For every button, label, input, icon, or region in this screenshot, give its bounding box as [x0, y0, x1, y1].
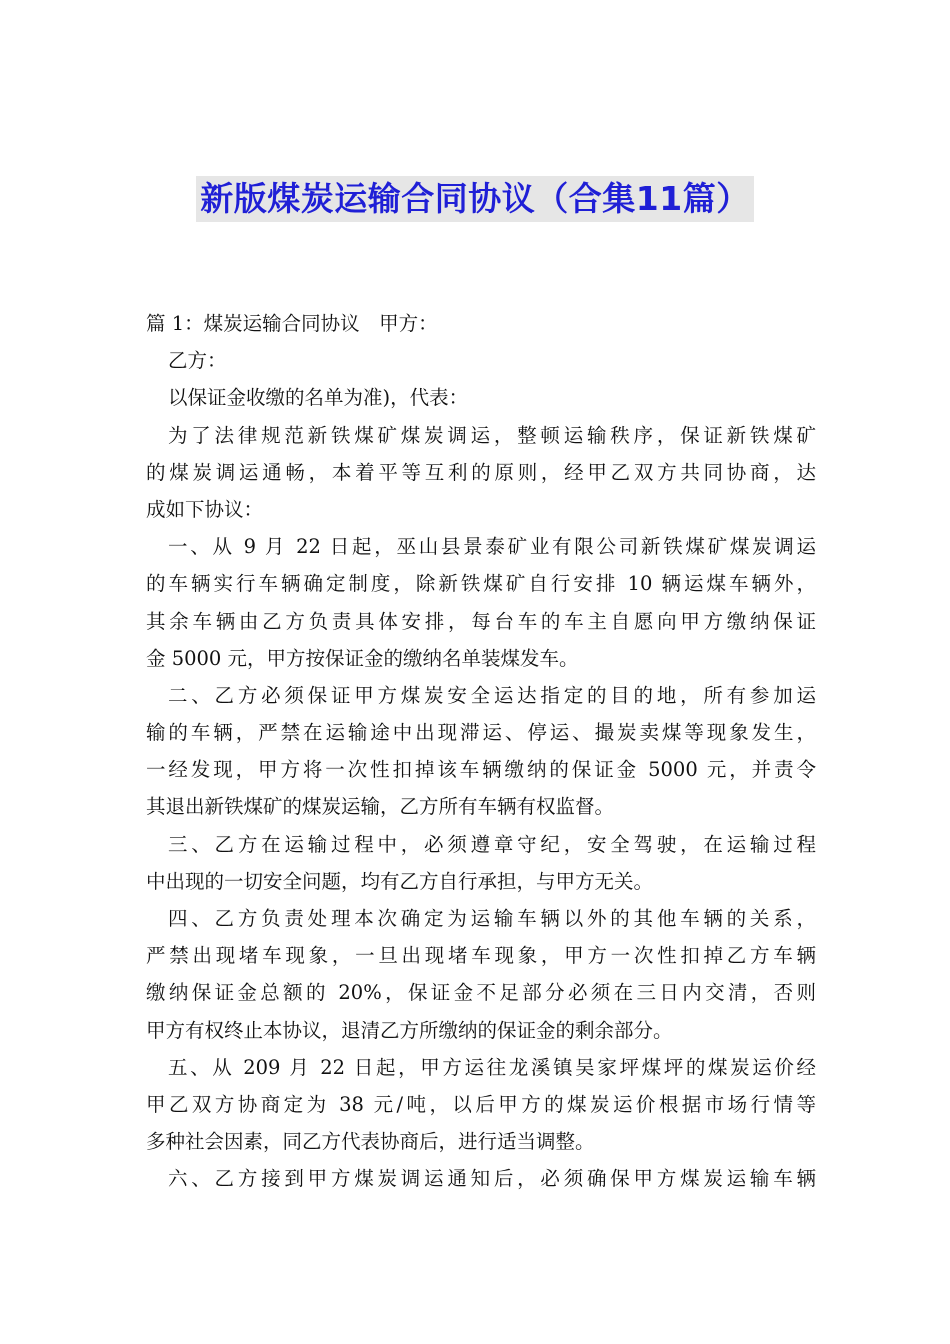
paragraph-line: 六、乙方接到甲方煤炭调运通知后，必须确保甲方煤炭运输车辆 [168, 1167, 816, 1191]
document-title: 新版煤炭运输合同协议（合集11篇） [196, 176, 753, 222]
paragraph-line: 甲乙双方协商定为 38 元/吨，以后甲方的煤炭运价根据市场行情等 [146, 1092, 816, 1116]
paragraph-line: 的车辆实行车辆确定制度，除新铁煤矿自行安排 10 辆运煤车辆外， [146, 572, 816, 596]
paragraph-line: 其退出新铁煤矿的煤炭运输，乙方所有车辆有权监督。 [146, 795, 615, 819]
title-container [0, 176, 950, 222]
paragraph-line: 一经发现，甲方将一次性扣掉该车辆缴纳的保证金 5000 元，并责令 [146, 758, 816, 782]
paragraph-line: 的煤炭调运通畅，本着平等互利的原则，经甲乙双方共同协商，达 [146, 460, 816, 484]
paragraph-line: 五、从 209 月 22 日起，甲方运往龙溪镇吴家坪煤坪的煤炭运价经 [168, 1055, 816, 1079]
paragraph-line: 成如下协议： [146, 497, 264, 521]
paragraph-line: 乙方： [168, 349, 227, 373]
paragraph-line: 三、乙方在运输过程中，必须遵章守纪，安全驾驶，在运输过程 [168, 832, 816, 856]
paragraph-line: 为了法律规范新铁煤矿煤炭调运，整顿运输秩序，保证新铁煤矿 [168, 423, 816, 447]
paragraph-line: 二、乙方必须保证甲方煤炭安全运达指定的目的地，所有参加运 [168, 683, 816, 707]
paragraph-line: 一、从 9 月 22 日起，巫山县景泰矿业有限公司新铁煤矿煤炭调运 [168, 535, 816, 559]
paragraph-line: 金 5000 元，甲方按保证金的缴纳名单装煤发车。 [146, 646, 579, 670]
paragraph-line: 缴纳保证金总额的 20%，保证金不足部分必须在三日内交清，否则 [146, 981, 816, 1005]
paragraph-line: 四、乙方负责处理本次确定为运输车辆以外的其他车辆的关系， [168, 907, 816, 930]
paragraph-line: 其余车辆由乙方负责具体安排，每台车的车主自愿向甲方缴纳保证 [146, 609, 816, 633]
paragraph-line: 输的车辆，严禁在运输途中出现滞运、停运、撮炭卖煤等现象发生， [146, 721, 816, 745]
document-body [146, 305, 816, 1198]
paragraph-line: 多种社会因素，同乙方代表协商后，进行适当调整。 [146, 1130, 595, 1154]
paragraph-line: 篇 1：煤炭运输合同协议 甲方： [146, 312, 438, 335]
paragraph-line: 甲方有权终止本协议，退清乙方所缴纳的保证金的剩余部分。 [146, 1018, 673, 1042]
paragraph-line: 以保证金收缴的名单为准)，代表： [168, 386, 469, 410]
paragraph-line: 严禁出现堵车现象，一旦出现堵车现象，甲方一次性扣掉乙方车辆 [146, 944, 816, 968]
paragraph-line: 中出现的一切安全问题，均有乙方自行承担，与甲方无关。 [146, 869, 654, 893]
